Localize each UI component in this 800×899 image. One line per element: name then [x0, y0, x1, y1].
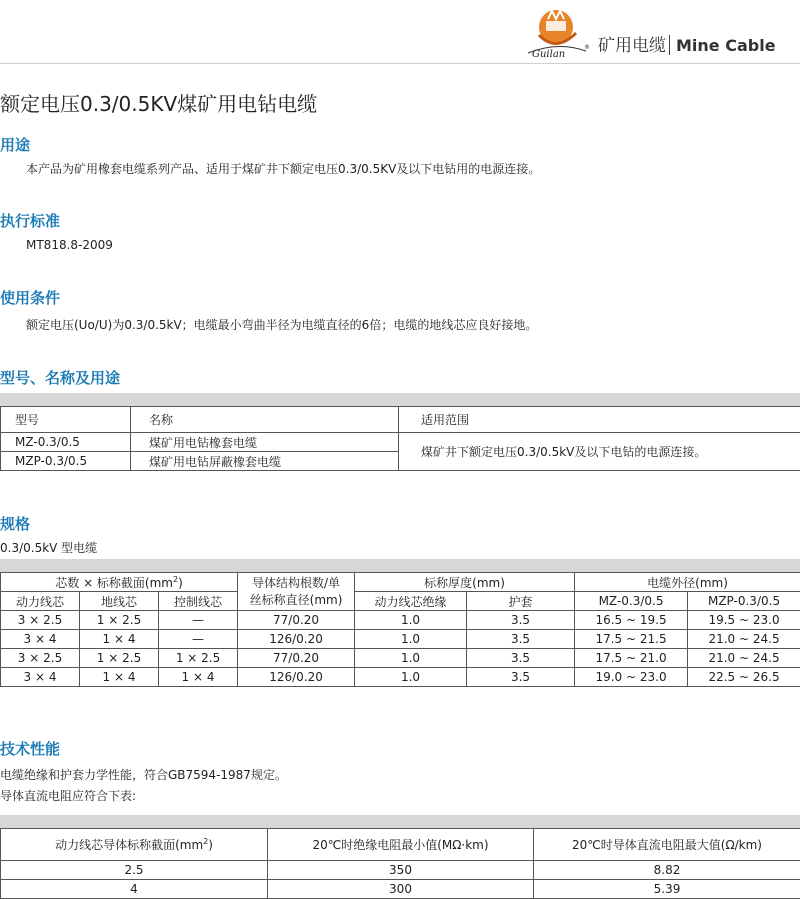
page-title: 额定电压0.3/0.5KV煤矿用电钻电缆	[0, 92, 318, 116]
table-cell: 21.0 ~ 24.5	[688, 630, 800, 649]
col-cross-section: 动力线芯导体标称截面$(mm^2)$	[1, 829, 268, 861]
table-cell: 1.0	[355, 630, 467, 649]
spec-heading: 规格	[0, 515, 31, 533]
cores-group-header: 芯数 × 标称截面$(mm^2)$	[1, 573, 238, 592]
company-logo	[524, 5, 592, 61]
table-cell: 1 × 4	[80, 630, 159, 649]
performance-line1: 电缆绝缘和护套力学性能，符合GB7594-1987规定。	[0, 768, 287, 782]
table-cell: 5.39	[534, 880, 800, 899]
table-cell: 1.0	[355, 611, 467, 630]
table-cell: 350	[268, 861, 534, 880]
table-cell: 3.5	[467, 668, 575, 687]
thickness-group-header: 标称厚度(mm)	[355, 573, 575, 592]
table-cell: —	[159, 630, 238, 649]
table-cell: 8.82	[534, 861, 800, 880]
table-cell: 4	[1, 880, 268, 899]
control-core-header: 控制线芯	[159, 592, 238, 611]
brand-en: Mine Cable	[676, 36, 776, 55]
svg-text:®: ®	[584, 44, 590, 51]
spec-table	[0, 572, 800, 687]
table-cell: 3.5	[467, 649, 575, 668]
performance-header-bar	[0, 815, 800, 828]
table-cell: 17.5 ~ 21.0	[575, 649, 688, 668]
table-cell: 2.5	[1, 861, 268, 880]
name-cell: 煤矿用电钻屏蔽橡套电缆	[131, 452, 399, 471]
table-cell: 1 × 2.5	[80, 611, 159, 630]
performance-line2: 导体直流电阻应符合下表:	[0, 789, 137, 803]
performance-heading: 技术性能	[0, 740, 61, 758]
model-cell: MZP-0.3/0.5	[1, 452, 131, 471]
table-cell: 22.5 ~ 26.5	[688, 668, 800, 687]
table-cell: 3 × 4	[1, 668, 80, 687]
table-cell: 77/0.20	[238, 611, 355, 630]
table-row	[1, 611, 800, 630]
table-cell: 1.0	[355, 668, 467, 687]
spec-header-bar	[0, 559, 800, 572]
table-cell: 1 × 2.5	[159, 649, 238, 668]
table-row	[1, 649, 800, 668]
table-cell: 1 × 2.5	[80, 649, 159, 668]
conditions-text: 额定电压(Uo/U)为0.3/0.5kV；电缆最小弯曲半径为电缆直径的6倍；电缆的地线芯应良好接地。	[26, 318, 538, 332]
brand-title	[598, 31, 776, 56]
table-header-row	[1, 407, 800, 433]
standard-heading: 执行标准	[0, 212, 61, 230]
models-heading: 型号、名称及用途	[0, 369, 121, 387]
table-cell: 3 × 4	[1, 630, 80, 649]
col-scope: 适用范围	[399, 407, 800, 433]
usage-heading: 用途	[0, 136, 31, 154]
insulation-header: 动力线芯绝缘	[355, 592, 467, 611]
brand-separator	[669, 35, 670, 55]
mz-header: MZ-0.3/0.5	[575, 592, 688, 611]
table-cell: —	[159, 611, 238, 630]
page-header	[0, 0, 800, 64]
table-header-row	[1, 829, 800, 861]
table-row	[1, 880, 800, 899]
col-insulation-resistance: 20℃时绝缘电阻最小值(MΩ·km)	[268, 829, 534, 861]
name-cell: 煤矿用电钻橡套电缆	[131, 433, 399, 452]
table-cell: 21.0 ~ 24.5	[688, 649, 800, 668]
table-cell: 126/0.20	[238, 668, 355, 687]
table-cell: 300	[268, 880, 534, 899]
table-header-row	[1, 573, 800, 592]
table-cell: 1 × 4	[80, 668, 159, 687]
table-cell: 3.5	[467, 611, 575, 630]
models-table	[0, 406, 800, 471]
ground-core-header: 地线芯	[80, 592, 159, 611]
scope-cell: 煤矿井下额定电压0.3/0.5kV及以下电钻的电源连接。	[399, 433, 800, 471]
sheath-header: 护套	[467, 592, 575, 611]
table-cell: 3 × 2.5	[1, 611, 80, 630]
conductor-header: 导体结构根数/单 丝标称直径(mm)	[238, 573, 355, 611]
col-name: 名称	[131, 407, 399, 433]
table-cell: 16.5 ~ 19.5	[575, 611, 688, 630]
usage-text: 本产品为矿用橡套电缆系列产品、适用于煤矿井下额定电压0.3/0.5KV及以下电钻用的电源连接。	[26, 162, 541, 176]
table-cell: 17.5 ~ 21.5	[575, 630, 688, 649]
table-row	[1, 668, 800, 687]
table-row	[1, 861, 800, 880]
table-cell: 19.5 ~ 23.0	[688, 611, 800, 630]
table-cell: 1.0	[355, 649, 467, 668]
col-model: 型号	[1, 407, 131, 433]
table-cell: 77/0.20	[238, 649, 355, 668]
logo-text: Guilan	[532, 49, 566, 60]
table-cell: 126/0.20	[238, 630, 355, 649]
table-header-row	[1, 592, 800, 611]
models-header-bar	[0, 393, 800, 406]
table-row	[1, 630, 800, 649]
spec-subtitle: 0.3/0.5kV 型电缆	[0, 541, 98, 555]
table-cell: 3 × 2.5	[1, 649, 80, 668]
table-row	[1, 433, 800, 452]
table-cell: 1 × 4	[159, 668, 238, 687]
col-dc-resistance: 20℃时导体直流电阻最大值(Ω/km)	[534, 829, 800, 861]
table-cell: 19.0 ~ 23.0	[575, 668, 688, 687]
model-cell: MZ-0.3/0.5	[1, 433, 131, 452]
resistance-table	[0, 828, 800, 899]
standard-text: MT818.8-2009	[26, 238, 113, 252]
power-core-header: 动力线芯	[1, 592, 80, 611]
table-cell: 3.5	[467, 630, 575, 649]
brand-cn: 矿用电缆	[598, 36, 666, 56]
conditions-heading: 使用条件	[0, 289, 61, 307]
od-group-header: 电缆外径(mm)	[575, 573, 800, 592]
mzp-header: MZP-0.3/0.5	[688, 592, 800, 611]
